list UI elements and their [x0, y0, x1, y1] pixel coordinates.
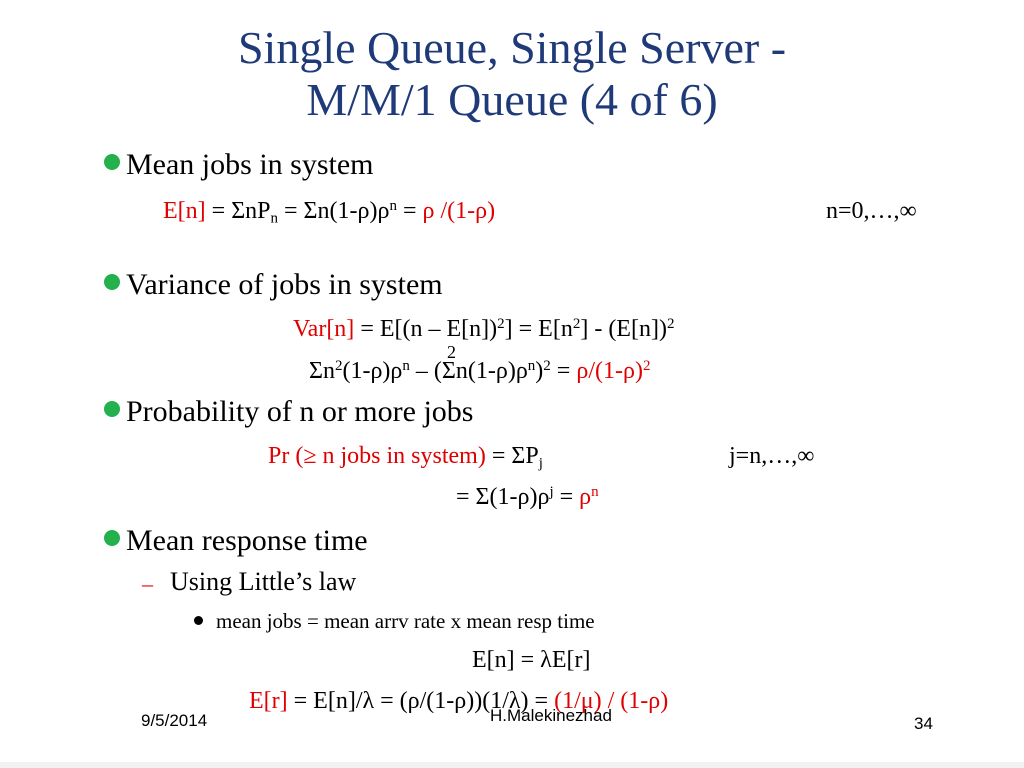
bullet4-text: Mean response time [126, 524, 368, 557]
bullet3-text: Probability of n or more jobs [126, 395, 474, 428]
bullet-icon [104, 401, 120, 417]
bullet4-equation1: E[n] = λE[r] [472, 647, 591, 673]
footer-date: 9/5/2014 [141, 711, 208, 730]
footer-author: H.Malekinezhad [490, 706, 612, 725]
eq-part: ) [535, 358, 544, 384]
bullet1-range: n=0,…,∞ [826, 198, 917, 224]
eq-part: = E[(n – E[n]) [354, 316, 498, 342]
eq-rhs: ρ/(1-ρ) [576, 358, 643, 384]
eq-part: (1-ρ)ρ [342, 358, 403, 384]
eq-sup: n [527, 357, 536, 374]
eq-rhs-sup: n [591, 483, 599, 500]
eq-sub: n [270, 210, 279, 227]
eq-lhs: Pr (≥ n jobs in system) [268, 443, 486, 469]
subsub-bullet-icon [194, 616, 203, 625]
sub-bullet-dash: – [142, 571, 153, 596]
eq-part: = Σn(1-ρ)ρ [278, 198, 390, 224]
eq-part: = Σ(1-ρ)ρ [456, 484, 550, 510]
sub-bullet-text: Using Little’s law [170, 567, 357, 596]
eq-part: Σn [309, 358, 335, 384]
eq-sup: n [389, 197, 397, 214]
bullet-icon [104, 154, 120, 170]
eq-lhs: Var[n] [293, 316, 355, 342]
bullet3-range: j=n,…,∞ [729, 443, 815, 469]
eq-part: ] = E[n [504, 316, 573, 342]
eq-sup: 2 [334, 357, 343, 374]
slide-title [0, 22, 1024, 126]
bullet1-equation [163, 198, 495, 225]
eq-part: ] - (E[n]) [580, 316, 667, 342]
bullet3-equation2 [456, 484, 599, 511]
eq-part: = E[n]/λ = (ρ/(1-ρ))(1/λ) = [287, 688, 555, 714]
slide-title-line2: M/M/1 Queue (4 of 6) [306, 74, 718, 125]
eq-sup: n [402, 357, 410, 374]
eq-part: = [396, 198, 423, 224]
eq-part: = ΣnP [205, 198, 271, 224]
eq-part: = [553, 484, 580, 510]
eq-part: = ΣP [485, 443, 539, 469]
bullet2-text: Variance of jobs in system [126, 268, 443, 301]
bullet1-text: Mean jobs in system [126, 148, 374, 181]
eq-rhs: ρ /(1-ρ) [422, 198, 496, 224]
eq-sup: 2 [543, 357, 551, 374]
bullet2-equation2 [309, 358, 650, 385]
eq-lhs: E[r] [249, 688, 288, 714]
eq-rhs: ρ [579, 484, 592, 510]
eq-lhs: E[n] [163, 198, 206, 224]
subsub-bullet-text: mean jobs = mean arrv rate x mean resp time [216, 609, 595, 633]
eq-sup: j [549, 483, 554, 500]
bullet-icon [104, 274, 120, 290]
slide-title-line1: Single Queue, Single Server - [237, 22, 787, 73]
eq-part: = [550, 358, 577, 384]
bottom-bar [0, 762, 1024, 768]
bullet3-equation1 [268, 443, 543, 470]
eq-overlay-superscript: 2 [447, 342, 456, 362]
eq-rhs-sup: 2 [642, 357, 651, 374]
bullet2-equation1 [293, 316, 674, 343]
eq-sub: j [538, 455, 543, 472]
bullet-icon [104, 530, 120, 546]
eq-sup: 2 [497, 315, 505, 332]
eq-part: – (Σn(1-ρ)ρ [409, 358, 528, 384]
eq-rhs: (1/μ) / (1-ρ) [554, 688, 669, 714]
eq-sup: 2 [666, 315, 675, 332]
footer-page-number: 34 [914, 714, 933, 733]
eq-sup: 2 [572, 315, 581, 332]
